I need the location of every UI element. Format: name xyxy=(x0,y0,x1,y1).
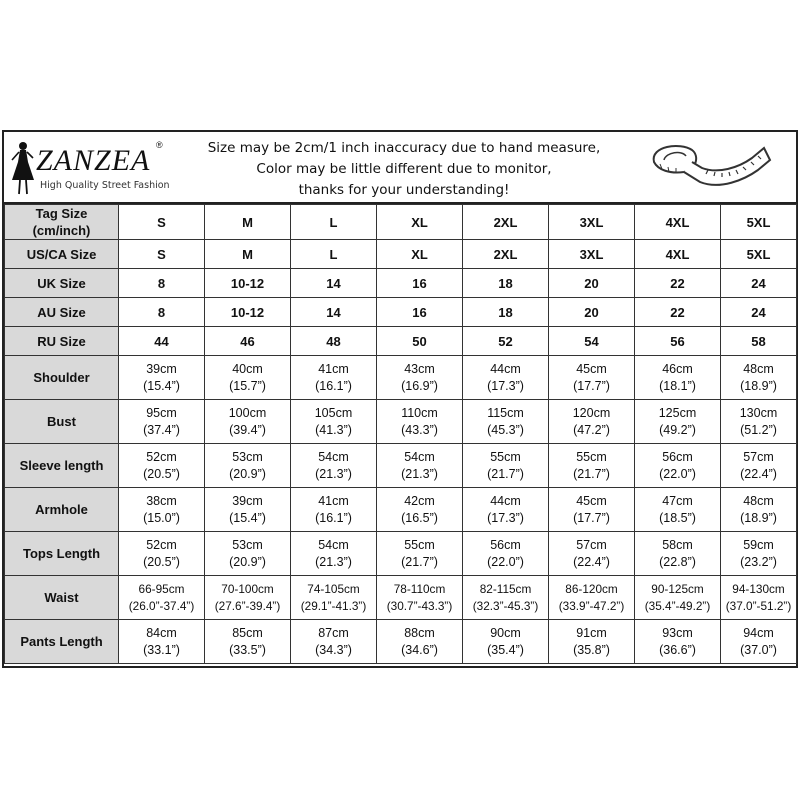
cell-value: XL xyxy=(411,214,428,230)
size-cell xyxy=(377,488,463,532)
size-cell xyxy=(377,356,463,400)
size-cell xyxy=(205,327,291,356)
size-cell xyxy=(205,576,291,620)
cell-inches: (51.2”) xyxy=(740,422,777,437)
size-cell xyxy=(119,269,205,298)
cell-value: 45cm xyxy=(576,361,607,376)
size-cell xyxy=(291,620,377,664)
size-cell xyxy=(549,488,635,532)
cell-inches: (17.7”) xyxy=(573,510,610,525)
cell-value: 20 xyxy=(584,304,599,320)
size-cell xyxy=(291,444,377,488)
size-chart xyxy=(2,130,798,668)
cell-value: 43cm xyxy=(404,361,435,376)
cell-inches: (16.1”) xyxy=(315,378,352,393)
cell-inches: (22.0”) xyxy=(487,554,524,569)
size-cell xyxy=(549,205,635,240)
cell-value: 56cm xyxy=(662,449,693,464)
cell-inches: (21.3”) xyxy=(401,466,438,481)
size-cell xyxy=(463,205,549,240)
size-cell xyxy=(377,620,463,664)
cell-value: L xyxy=(329,214,338,230)
size-cell xyxy=(721,444,797,488)
cell-inches: (20.5”) xyxy=(143,554,180,569)
cell-inches: (21.7”) xyxy=(573,466,610,481)
notice-line-1: Size may be 2cm/1 inch inaccuracy due to hand measure, xyxy=(207,140,601,156)
cell-value: 10-12 xyxy=(230,275,265,291)
cell-value: 22 xyxy=(670,275,685,291)
cell-inches: (33.5”) xyxy=(229,642,266,657)
table-row xyxy=(5,327,797,356)
cell-inches: (47.2”) xyxy=(573,422,610,437)
size-cell xyxy=(549,327,635,356)
cell-value: 55cm xyxy=(576,449,607,464)
notice-line-2: Color may be little different due to monitor, xyxy=(256,161,552,177)
cell-inches: (15.7”) xyxy=(229,378,266,393)
cell-value: 57cm xyxy=(743,449,774,464)
size-cell xyxy=(721,356,797,400)
size-cell xyxy=(119,356,205,400)
cell-value: 40cm xyxy=(232,361,263,376)
size-table xyxy=(4,204,797,664)
cell-inches: (22.4”) xyxy=(740,466,777,481)
size-cell xyxy=(549,240,635,269)
cell-value: 74-105cm xyxy=(307,581,360,596)
cell-value: 42cm xyxy=(404,493,435,508)
row-label: Bust xyxy=(5,400,119,444)
cell-inches: (37.0”) xyxy=(740,642,777,657)
size-cell xyxy=(721,298,797,327)
cell-inches: (21.3”) xyxy=(315,554,352,569)
cell-inches: (30.7”-43.3”) xyxy=(386,598,453,613)
cell-inches: (17.3”) xyxy=(487,510,524,525)
cell-inches: (43.3”) xyxy=(401,422,438,437)
cell-value: 39cm xyxy=(146,361,177,376)
table-row xyxy=(5,269,797,298)
size-cell xyxy=(721,488,797,532)
table-row xyxy=(5,532,797,576)
cell-value: 38cm xyxy=(146,493,177,508)
cell-inches: (21.7”) xyxy=(487,466,524,481)
cell-value: 3XL xyxy=(579,214,604,230)
size-cell xyxy=(119,327,205,356)
cell-value: 87cm xyxy=(318,625,349,640)
table-row xyxy=(5,298,797,327)
size-cell xyxy=(205,532,291,576)
size-cell xyxy=(205,205,291,240)
size-cell xyxy=(291,400,377,444)
cell-value: 55cm xyxy=(404,537,435,552)
size-cell xyxy=(721,400,797,444)
cell-value: 91cm xyxy=(576,625,607,640)
cell-value: 16 xyxy=(412,275,427,291)
cell-value: 8 xyxy=(157,304,166,320)
size-cell xyxy=(721,205,797,240)
size-cell xyxy=(119,576,205,620)
cell-value: S xyxy=(157,246,166,262)
size-cell xyxy=(291,327,377,356)
cell-value: M xyxy=(242,246,253,262)
size-cell xyxy=(377,327,463,356)
cell-inches: (36.6”) xyxy=(659,642,696,657)
size-cell xyxy=(721,240,797,269)
cell-value: 78-110cm xyxy=(393,581,446,596)
cell-inches: (18.1”) xyxy=(659,378,696,393)
cell-value: 18 xyxy=(498,304,513,320)
size-cell xyxy=(119,532,205,576)
size-cell xyxy=(463,356,549,400)
row-label: Pants Length xyxy=(5,620,119,664)
cell-inches: (32.3”-45.3”) xyxy=(472,598,539,613)
cell-inches: (41.3”) xyxy=(315,422,352,437)
size-cell xyxy=(635,576,721,620)
size-cell xyxy=(721,269,797,298)
size-cell xyxy=(635,444,721,488)
size-cell xyxy=(721,327,797,356)
row-label: Armhole xyxy=(5,488,119,532)
size-cell xyxy=(291,356,377,400)
cell-value: 41cm xyxy=(318,361,349,376)
size-cell xyxy=(377,532,463,576)
cell-inches: (27.6”-39.4”) xyxy=(214,598,281,613)
row-label: Waist xyxy=(5,576,119,620)
cell-value: 66-95cm xyxy=(138,581,185,596)
cell-value: 50 xyxy=(412,333,427,349)
cell-inches: (21.3”) xyxy=(315,466,352,481)
size-cell xyxy=(549,400,635,444)
size-cell xyxy=(463,488,549,532)
size-cell xyxy=(635,488,721,532)
cell-value: 56 xyxy=(670,333,685,349)
size-cell xyxy=(721,532,797,576)
cell-value: 110cm xyxy=(401,405,438,420)
cell-value: 52cm xyxy=(146,537,177,552)
header-banner xyxy=(4,132,796,204)
size-cell xyxy=(205,356,291,400)
size-cell xyxy=(635,205,721,240)
cell-inches: (45.3”) xyxy=(487,422,524,437)
size-cell xyxy=(635,400,721,444)
cell-inches: (20.9”) xyxy=(229,554,266,569)
cell-value: S xyxy=(157,214,166,230)
row-label: US/CA Size xyxy=(5,240,119,269)
size-cell xyxy=(291,532,377,576)
cell-value: 53cm xyxy=(232,449,263,464)
cell-value: 10-12 xyxy=(230,304,265,320)
cell-value: 84cm xyxy=(146,625,177,640)
size-cell xyxy=(549,444,635,488)
size-cell xyxy=(205,620,291,664)
cell-value: 44 xyxy=(154,333,169,349)
cell-inches: (18.9”) xyxy=(740,378,777,393)
cell-value: 5XL xyxy=(746,214,771,230)
row-label: Shoulder xyxy=(5,356,119,400)
size-cell xyxy=(463,444,549,488)
cell-inches: (35.4”-49.2”) xyxy=(644,598,711,613)
cell-value: 14 xyxy=(326,275,341,291)
size-cell xyxy=(119,444,205,488)
size-cell xyxy=(635,298,721,327)
cell-value: 3XL xyxy=(579,246,604,262)
cell-value: 95cm xyxy=(146,405,177,420)
cell-inches: (21.7”) xyxy=(401,554,438,569)
cell-value: 82-115cm xyxy=(479,581,532,596)
size-cell xyxy=(549,269,635,298)
cell-value: 2XL xyxy=(493,246,518,262)
cell-value: 48cm xyxy=(743,493,774,508)
cell-inches: (16.1”) xyxy=(315,510,352,525)
size-cell xyxy=(549,298,635,327)
cell-value: 85cm xyxy=(232,625,263,640)
table-row xyxy=(5,240,797,269)
cell-value: 41cm xyxy=(318,493,349,508)
size-cell xyxy=(119,205,205,240)
cell-inches: (22.0”) xyxy=(659,466,696,481)
cell-inches: (22.8”) xyxy=(659,554,696,569)
cell-value: 24 xyxy=(751,275,766,291)
size-cell xyxy=(291,488,377,532)
cell-inches: (15.4”) xyxy=(229,510,266,525)
cell-value: L xyxy=(329,246,338,262)
cell-value: 24 xyxy=(751,304,766,320)
cell-inches: (35.4”) xyxy=(487,642,524,657)
size-cell xyxy=(205,400,291,444)
cell-value: 58cm xyxy=(662,537,693,552)
size-cell xyxy=(377,205,463,240)
size-cell xyxy=(463,327,549,356)
size-cell xyxy=(119,298,205,327)
cell-value: 55cm xyxy=(490,449,521,464)
size-cell xyxy=(205,240,291,269)
size-cell xyxy=(291,576,377,620)
row-label: Tag Size (cm/inch) xyxy=(5,205,119,240)
cell-value: 44cm xyxy=(490,361,521,376)
table-row xyxy=(5,400,797,444)
cell-inches: (16.9”) xyxy=(401,378,438,393)
cell-value: 52 xyxy=(498,333,513,349)
cell-value: 18 xyxy=(498,275,513,291)
cell-value: 59cm xyxy=(743,537,774,552)
size-cell xyxy=(549,532,635,576)
cell-value: 54 xyxy=(584,333,599,349)
cell-inches: (17.7”) xyxy=(573,378,610,393)
cell-value: 125cm xyxy=(658,405,697,420)
cell-value: 54cm xyxy=(404,449,435,464)
cell-value: 46 xyxy=(240,333,255,349)
size-cell xyxy=(635,620,721,664)
size-cell xyxy=(463,269,549,298)
cell-value: 90cm xyxy=(490,625,521,640)
cell-inches: (20.5”) xyxy=(143,466,180,481)
size-cell xyxy=(119,488,205,532)
cell-value: 120cm xyxy=(572,405,611,420)
cell-value: 16 xyxy=(412,304,427,320)
cell-inches: (26.0”-37.4”) xyxy=(128,598,195,613)
cell-inches: (15.0”) xyxy=(143,510,180,525)
size-cell xyxy=(205,298,291,327)
size-cell xyxy=(463,576,549,620)
cell-value: 4XL xyxy=(665,214,690,230)
cell-value: 86-120cm xyxy=(565,581,618,596)
size-cell xyxy=(291,269,377,298)
table-row xyxy=(5,576,797,620)
row-label: UK Size xyxy=(5,269,119,298)
cell-inches: (37.4”) xyxy=(143,422,180,437)
cell-value: 8 xyxy=(157,275,166,291)
size-cell xyxy=(549,620,635,664)
size-cell xyxy=(377,240,463,269)
cell-value: 93cm xyxy=(662,625,693,640)
table-row xyxy=(5,205,797,240)
cell-value: 48cm xyxy=(743,361,774,376)
cell-value: 46cm xyxy=(662,361,693,376)
measurement-notice xyxy=(204,138,604,201)
cell-inches: (33.9”-47.2”) xyxy=(558,598,625,613)
dress-figure-icon xyxy=(8,140,38,196)
cell-value: XL xyxy=(411,246,428,262)
size-cell xyxy=(463,532,549,576)
cell-inches: (29.1”-41.3”) xyxy=(300,598,367,613)
cell-value: 100cm xyxy=(228,405,267,420)
cell-value: 54cm xyxy=(318,537,349,552)
size-cell xyxy=(635,532,721,576)
cell-inches: (37.0”-51.2”) xyxy=(725,598,792,613)
cell-inches: (35.8”) xyxy=(573,642,610,657)
cell-value: 58 xyxy=(751,333,766,349)
cell-inches: (34.6”) xyxy=(401,642,438,657)
cell-inches: (15.4”) xyxy=(143,378,180,393)
size-cell xyxy=(463,240,549,269)
size-cell xyxy=(549,576,635,620)
cell-value: 94cm xyxy=(743,625,774,640)
size-cell xyxy=(463,400,549,444)
brand-logo xyxy=(8,138,198,198)
cell-inches: (17.3”) xyxy=(487,378,524,393)
size-cell xyxy=(377,444,463,488)
size-cell xyxy=(463,298,549,327)
cell-inches: (23.2”) xyxy=(740,554,777,569)
cell-value: 22 xyxy=(670,304,685,320)
registered-mark: ® xyxy=(156,140,163,150)
size-cell xyxy=(205,269,291,298)
size-cell xyxy=(635,269,721,298)
size-cell xyxy=(119,240,205,269)
size-cell xyxy=(291,298,377,327)
cell-inches: (22.4”) xyxy=(573,554,610,569)
size-cell xyxy=(463,620,549,664)
cell-inches: (18.5”) xyxy=(659,510,696,525)
size-cell xyxy=(291,205,377,240)
cell-value: 47cm xyxy=(662,493,693,508)
row-label: AU Size xyxy=(5,298,119,327)
size-cell xyxy=(377,269,463,298)
row-label: Tops Length xyxy=(5,532,119,576)
size-cell xyxy=(119,620,205,664)
cell-value: 54cm xyxy=(318,449,349,464)
size-cell xyxy=(721,620,797,664)
cell-value: 115cm xyxy=(487,405,524,420)
size-cell xyxy=(721,576,797,620)
size-cell xyxy=(377,298,463,327)
cell-value: 45cm xyxy=(576,493,607,508)
cell-value: 44cm xyxy=(490,493,521,508)
row-label: Sleeve length xyxy=(5,444,119,488)
cell-value: 48 xyxy=(326,333,341,349)
cell-inches: (20.9”) xyxy=(229,466,266,481)
cell-inches: (49.2”) xyxy=(659,422,696,437)
size-cell xyxy=(549,356,635,400)
size-cell xyxy=(377,576,463,620)
cell-value: 53cm xyxy=(232,537,263,552)
cell-value: 105cm xyxy=(314,405,353,420)
cell-inches: (33.1”) xyxy=(143,642,180,657)
cell-inches: (39.4”) xyxy=(229,422,266,437)
table-row xyxy=(5,356,797,400)
size-cell xyxy=(377,400,463,444)
size-cell xyxy=(635,327,721,356)
notice-line-3: thanks for your understanding! xyxy=(298,182,510,198)
cell-value: 57cm xyxy=(576,537,607,552)
size-cell xyxy=(635,356,721,400)
cell-value: 5XL xyxy=(746,246,771,262)
size-cell xyxy=(205,488,291,532)
measuring-tape-icon xyxy=(640,136,780,198)
size-cell xyxy=(291,240,377,269)
cell-value: 39cm xyxy=(232,493,263,508)
cell-value: 94-130cm xyxy=(732,581,785,596)
cell-value: 14 xyxy=(326,304,341,320)
cell-value: M xyxy=(242,214,253,230)
cell-value: 90-125cm xyxy=(651,581,704,596)
cell-inches: (16.5”) xyxy=(401,510,438,525)
size-cell xyxy=(119,400,205,444)
cell-value: 130cm xyxy=(739,405,778,420)
cell-value: 52cm xyxy=(146,449,177,464)
cell-value: 70-100cm xyxy=(221,581,274,596)
cell-inches: (18.9”) xyxy=(740,510,777,525)
cell-value: 88cm xyxy=(404,625,435,640)
row-label: RU Size xyxy=(5,327,119,356)
cell-value: 20 xyxy=(584,275,599,291)
cell-value: 56cm xyxy=(490,537,521,552)
brand-tagline: High Quality Street Fashion xyxy=(40,180,170,191)
cell-value: 2XL xyxy=(493,214,518,230)
size-cell xyxy=(205,444,291,488)
cell-inches: (34.3”) xyxy=(315,642,352,657)
cell-value: 4XL xyxy=(665,246,690,262)
size-cell xyxy=(635,240,721,269)
brand-name: ZANZEA xyxy=(36,144,151,177)
table-row xyxy=(5,488,797,532)
table-row xyxy=(5,620,797,664)
table-row xyxy=(5,444,797,488)
